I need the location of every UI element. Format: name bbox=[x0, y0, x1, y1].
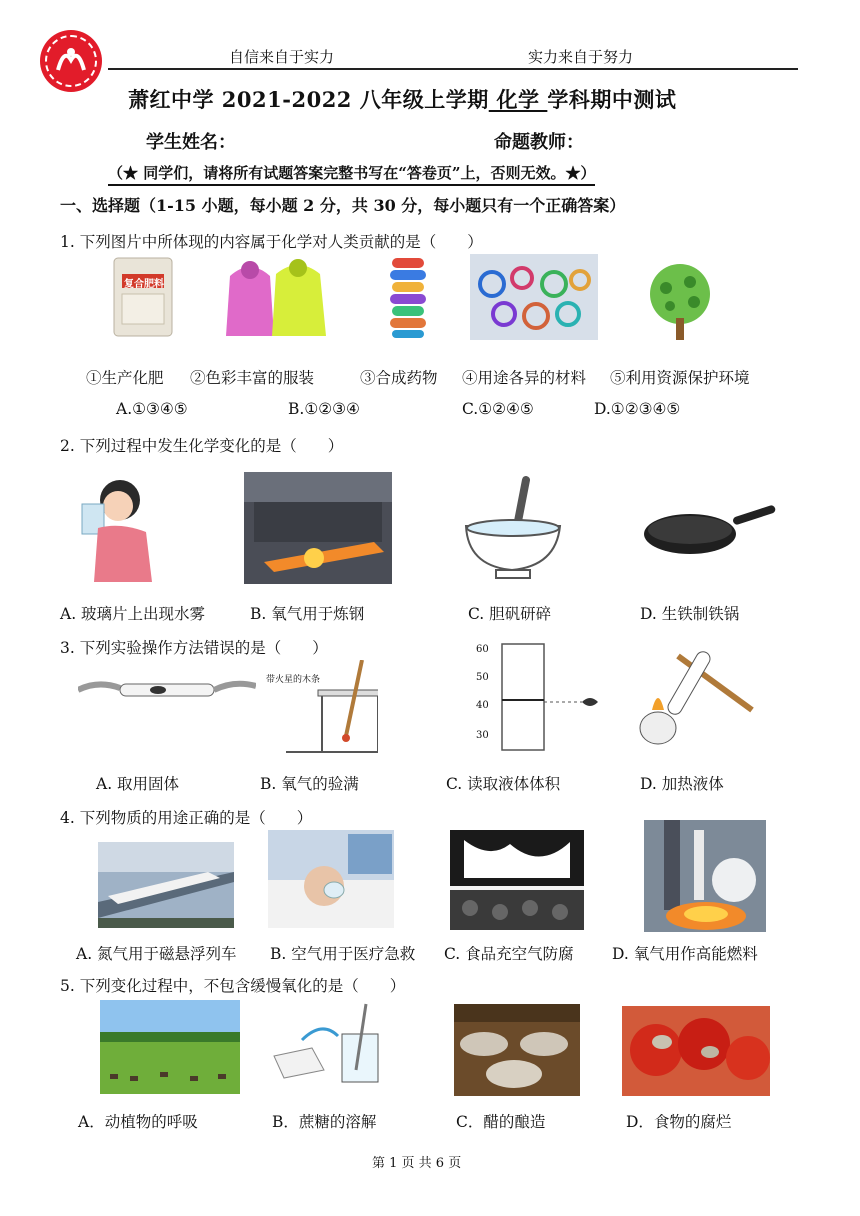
q1-label-2: ②色彩丰富的服装 bbox=[190, 369, 315, 387]
question-4: 4. 下列物质的用途正确的是（ ） bbox=[60, 809, 313, 827]
q4-option-a[interactable]: A. 氮气用于磁悬浮列车 bbox=[76, 945, 237, 963]
q2-option-d[interactable]: D. 生铁制铁锅 bbox=[640, 605, 740, 623]
tick-40: 40 bbox=[476, 700, 489, 711]
tree-image bbox=[640, 260, 720, 342]
motto-left: 自信来自于实力 bbox=[229, 48, 335, 66]
notice: （★ 同学们，请将所有试题答案完整书写在“答卷页”上，否则无效。★） bbox=[108, 162, 595, 186]
tube-solid-image bbox=[78, 670, 256, 712]
question-2: 2. 下列过程中发生化学变化的是（ ） bbox=[60, 437, 344, 455]
q5-option-d[interactable]: D．食物的腐烂 bbox=[626, 1113, 732, 1131]
q3-option-d[interactable]: D. 加热液体 bbox=[640, 775, 724, 793]
jackets-image bbox=[220, 256, 332, 340]
q5-option-b[interactable]: B．蔗糖的溶解 bbox=[272, 1113, 377, 1131]
stick-label: 带火星的木条 bbox=[266, 675, 321, 685]
teacher-field: 命题教师： bbox=[494, 132, 584, 153]
rocket-launch-image bbox=[644, 820, 766, 932]
vinegar-brewing-image bbox=[454, 1004, 580, 1096]
q1-option-a[interactable]: A.①③④⑤ bbox=[116, 400, 188, 418]
question-3: 3. 下列实验操作方法错误的是（ ） bbox=[60, 639, 328, 657]
school-logo bbox=[40, 30, 102, 92]
q1-label-4: ④用途各异的材料 bbox=[462, 369, 587, 387]
maglev-image bbox=[98, 842, 234, 928]
tick-50: 50 bbox=[476, 672, 489, 683]
oxygen-test-image bbox=[266, 660, 378, 754]
rotten-tomatoes-image bbox=[622, 1006, 770, 1096]
page-title: 萧红中学 2021-2022 八年级上学期 化学 学科期中测试 bbox=[128, 87, 677, 112]
header-rule bbox=[108, 68, 798, 70]
wok-image bbox=[640, 504, 778, 566]
q3-option-c[interactable]: C. 读取液体体积 bbox=[446, 775, 561, 793]
heating-liquid-image bbox=[632, 646, 756, 750]
bag-label: 复合肥料 bbox=[124, 279, 164, 290]
q2-option-c[interactable]: C. 胆矾研碎 bbox=[468, 605, 552, 623]
cylinder-reading-image bbox=[470, 642, 604, 754]
q5-option-c[interactable]: C．醋的酿造 bbox=[456, 1113, 546, 1131]
mortar-image bbox=[456, 476, 570, 582]
q5-option-a[interactable]: A．动植物的呼吸 bbox=[78, 1113, 198, 1131]
student-name-field: 学生姓名： bbox=[146, 132, 236, 153]
grassland-animals-image bbox=[100, 1000, 240, 1094]
steel-mill-image bbox=[244, 472, 392, 584]
fertilizer-bag-image bbox=[110, 254, 176, 338]
page-number: 第 1 页 共 6 页 bbox=[372, 1156, 462, 1171]
tick-60: 60 bbox=[476, 644, 489, 655]
pills-image bbox=[386, 254, 430, 340]
q4-option-c[interactable]: C. 食品充空气防腐 bbox=[444, 945, 574, 963]
q4-option-b[interactable]: B. 空气用于医疗急救 bbox=[270, 945, 416, 963]
q1-label-5: ⑤利用资源保护环境 bbox=[610, 369, 750, 387]
q1-option-d[interactable]: D.①②③④⑤ bbox=[594, 400, 681, 418]
girl-glass-image bbox=[76, 470, 160, 584]
q3-option-a[interactable]: A. 取用固体 bbox=[96, 775, 180, 793]
tick-30: 30 bbox=[476, 730, 489, 741]
q2-option-b[interactable]: B. 氧气用于炼钢 bbox=[250, 605, 365, 623]
subject-name: 化学 bbox=[488, 87, 548, 112]
q1-option-b[interactable]: B.①②③④ bbox=[288, 400, 360, 418]
q1-label-1: ①生产化肥 bbox=[86, 369, 164, 387]
section-heading: 一、选择题（1-15 小题，每小题 2 分，共 30 分，每小题只有一个正确答案） bbox=[60, 196, 626, 215]
sugar-dissolve-image bbox=[272, 1000, 396, 1096]
q3-option-b[interactable]: B. 氧气的验满 bbox=[260, 775, 359, 793]
question-1: 1. 下列图片中所体现的内容属于化学对人类贡献的是（ ） bbox=[60, 233, 483, 251]
q1-option-c[interactable]: C.①②④⑤ bbox=[462, 400, 534, 418]
motto-right: 实力来自于努力 bbox=[528, 48, 634, 66]
q2-option-a[interactable]: A. 玻璃片上出现水雾 bbox=[60, 605, 206, 623]
food-preservation-image bbox=[450, 830, 584, 930]
q4-option-d[interactable]: D. 氧气用作高能燃料 bbox=[612, 945, 758, 963]
oxygen-mask-image bbox=[268, 830, 394, 928]
materials-image bbox=[470, 254, 598, 340]
q1-label-3: ③合成药物 bbox=[360, 369, 438, 387]
question-5: 5. 下列变化过程中，不包含缓慢氧化的是（ ） bbox=[60, 977, 406, 995]
